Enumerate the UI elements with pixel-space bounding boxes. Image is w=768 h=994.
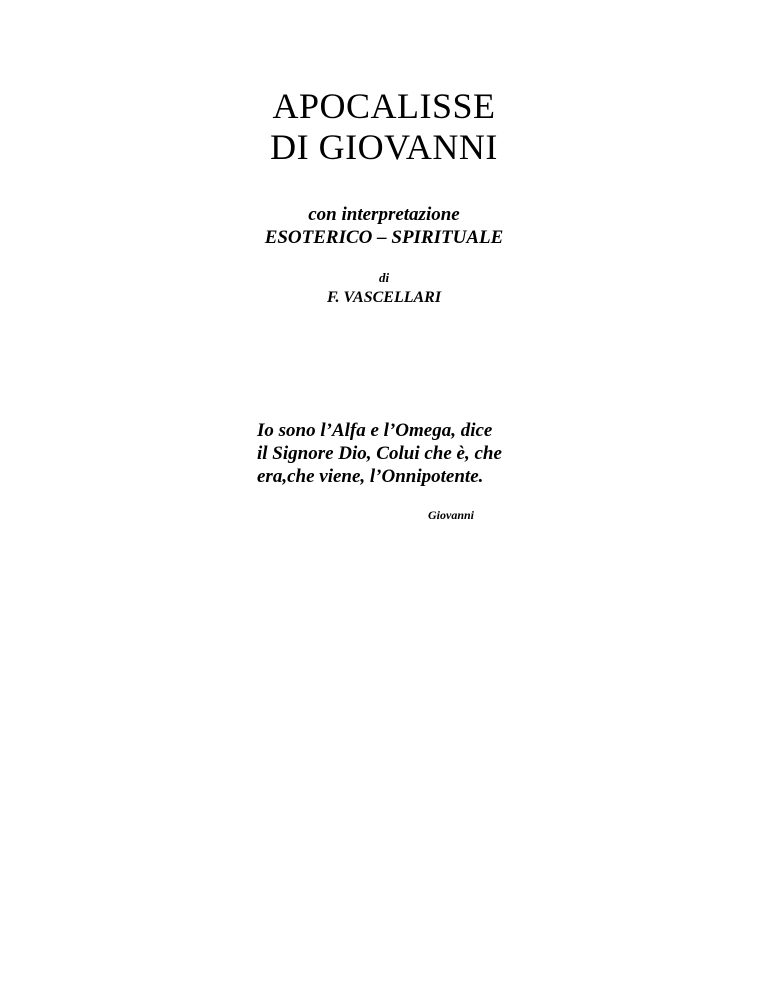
subtitle-line-2: ESOTERICO – SPIRITUALE [264, 227, 504, 248]
title-line-2: DI GIOVANNI [270, 127, 498, 167]
epigraph-quote [257, 419, 557, 488]
title-line-1: APOCALISSE [272, 86, 496, 126]
subtitle-line-1: con interpretazione [308, 204, 460, 225]
epigraph-line: era,che viene, l’Onnipotente. [257, 466, 484, 487]
epigraph-line: Io sono l’Alfa e l’Omega, dice [257, 420, 493, 441]
epigraph-attribution: Giovanni [428, 508, 475, 522]
author-name: F. VASCELLARI [326, 289, 442, 306]
by-label: di [378, 270, 390, 285]
epigraph-line: il Signore Dio, Colui che è, che [257, 443, 502, 464]
